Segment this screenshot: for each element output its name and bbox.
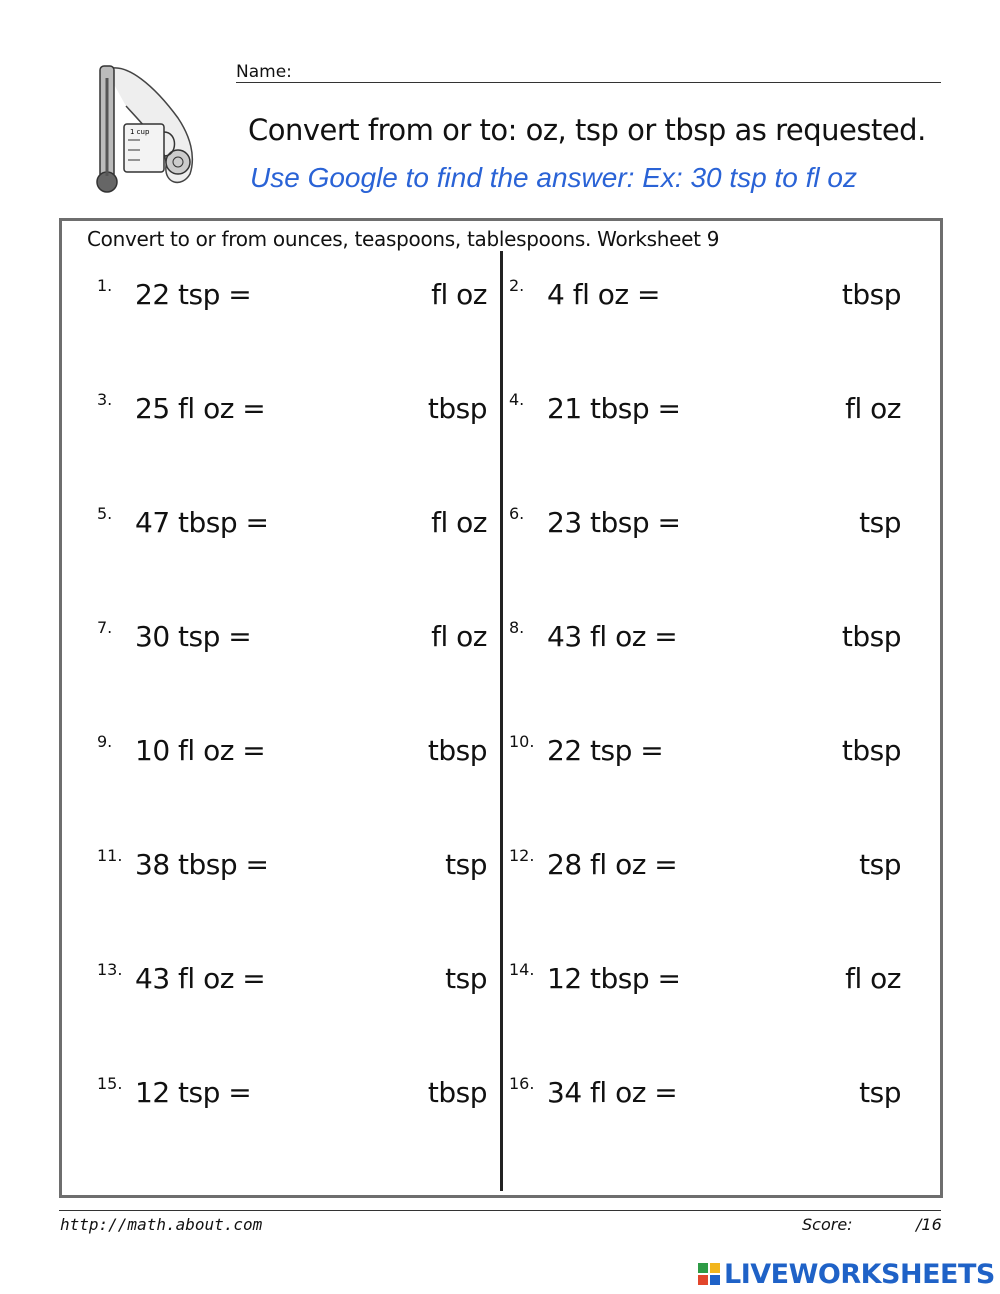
problem-number: 13.: [97, 960, 123, 979]
problem-expression: 30 tsp =: [135, 620, 252, 653]
worksheet-title: Convert to or from ounces, teaspoons, tablespoons. Worksheet 9: [87, 227, 720, 251]
problem-number: 12.: [509, 846, 535, 865]
problem-item: [97, 960, 487, 1000]
liveworksheets-logo-icon: [698, 1263, 720, 1285]
problem-number: 1.: [97, 276, 113, 295]
problem-unit: tbsp: [427, 734, 487, 767]
footer-url: http://math.about.com: [60, 1215, 263, 1234]
problem-item: [97, 276, 487, 316]
brand-text: LIVEWORKSHEETS: [724, 1258, 995, 1290]
name-label: Name:: [236, 62, 292, 82]
problem-expression: 25 fl oz =: [135, 392, 266, 425]
problem-expression: 23 tbsp =: [547, 506, 681, 539]
column-divider: [500, 251, 503, 1191]
problem-unit: tsp: [859, 848, 901, 881]
problem-unit: tsp: [445, 962, 487, 995]
problem-item: [509, 960, 901, 1000]
problem-unit: tsp: [859, 506, 901, 539]
problem-number: 9.: [97, 732, 113, 751]
problem-unit: tbsp: [427, 1076, 487, 1109]
problem-number: 16.: [509, 1074, 535, 1093]
problem-item: [509, 504, 901, 544]
problem-item: [97, 732, 487, 772]
problem-expression: 47 tbsp =: [135, 506, 269, 539]
footer-divider: [59, 1210, 941, 1211]
measuring-cup-thermometer-tape-icon: [86, 58, 202, 194]
problem-number: 11.: [97, 846, 123, 865]
problem-number: 2.: [509, 276, 525, 295]
problem-number: 10.: [509, 732, 535, 751]
problem-item: [97, 504, 487, 544]
problem-unit: fl oz: [845, 392, 901, 425]
problem-item: [509, 732, 901, 772]
problem-number: 4.: [509, 390, 525, 409]
problem-expression: 10 fl oz =: [135, 734, 266, 767]
worksheet-box: [59, 218, 943, 1198]
problem-item: [509, 276, 901, 316]
problem-unit: tbsp: [841, 278, 901, 311]
problem-number: 3.: [97, 390, 113, 409]
problem-unit: tbsp: [841, 734, 901, 767]
problem-number: 14.: [509, 960, 535, 979]
problem-unit: fl oz: [431, 620, 487, 653]
problem-unit: tsp: [859, 1076, 901, 1109]
problem-item: [97, 846, 487, 886]
problem-unit: fl oz: [845, 962, 901, 995]
name-input-line[interactable]: [236, 82, 941, 83]
problem-number: 5.: [97, 504, 113, 523]
liveworksheets-brand[interactable]: [698, 1257, 995, 1291]
problem-item: [97, 390, 487, 430]
problem-number: 6.: [509, 504, 525, 523]
score-label: Score:: [802, 1215, 853, 1234]
problem-expression: 43 fl oz =: [135, 962, 266, 995]
score-total: /16: [916, 1215, 942, 1234]
problem-number: 7.: [97, 618, 113, 637]
problem-item: [97, 1074, 487, 1114]
google-hint: Use Google to find the answer: Ex: 30 tsp to fl oz: [250, 162, 857, 193]
problem-item: [509, 618, 901, 658]
problem-number: 8.: [509, 618, 525, 637]
svg-text:1 cup: 1 cup: [130, 128, 150, 136]
problem-expression: 12 tsp =: [135, 1076, 252, 1109]
instruction-heading: Convert from or to: oz, tsp or tbsp as requested.: [248, 113, 926, 147]
problem-unit: tsp: [445, 848, 487, 881]
problem-item: [97, 618, 487, 658]
problem-expression: 22 tsp =: [547, 734, 664, 767]
problem-expression: 12 tbsp =: [547, 962, 681, 995]
problem-unit: fl oz: [431, 278, 487, 311]
problem-expression: 38 tbsp =: [135, 848, 269, 881]
problem-unit: tbsp: [427, 392, 487, 425]
problem-item: [509, 390, 901, 430]
problem-expression: 34 fl oz =: [547, 1076, 678, 1109]
problem-item: [509, 846, 901, 886]
problem-expression: 28 fl oz =: [547, 848, 678, 881]
problem-expression: 22 tsp =: [135, 278, 252, 311]
problem-expression: 43 fl oz =: [547, 620, 678, 653]
problem-unit: fl oz: [431, 506, 487, 539]
problem-expression: 4 fl oz =: [547, 278, 660, 311]
problem-item: [509, 1074, 901, 1114]
problem-number: 15.: [97, 1074, 123, 1093]
problem-unit: tbsp: [841, 620, 901, 653]
problem-expression: 21 tbsp =: [547, 392, 681, 425]
